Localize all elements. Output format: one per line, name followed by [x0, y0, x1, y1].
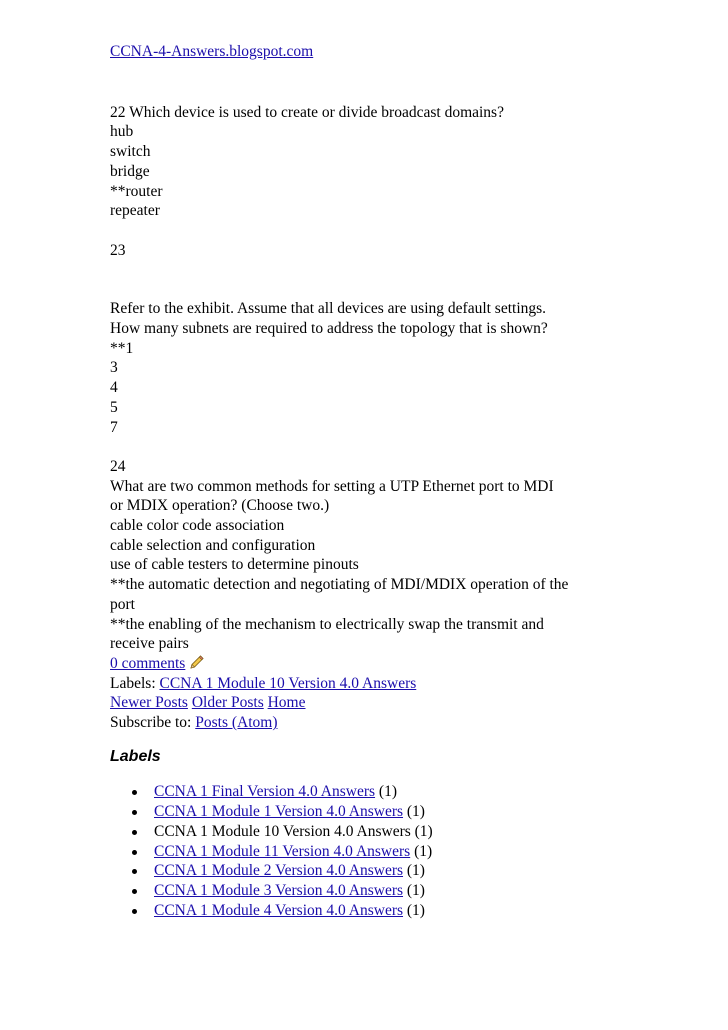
question-24-number: 24	[110, 457, 126, 475]
label-item	[130, 881, 670, 901]
label-link[interactable]: CCNA 1 Final Version 4.0 Answers	[154, 783, 376, 801]
label-item	[130, 861, 670, 881]
q23-option-answer: **1	[110, 339, 134, 357]
label-link[interactable]: CCNA 1 Module 4 Version 4.0 Answers	[154, 901, 404, 919]
q24-option-answer: **the enabling of the mechanism to electrically swap the transmit and	[110, 615, 544, 633]
labels-prefix: Labels:	[110, 674, 156, 692]
q22-option: bridge	[110, 162, 150, 180]
post-labels	[110, 674, 670, 694]
label-current: CCNA 1 Module 10 Version 4.0 Answers	[154, 822, 411, 840]
q22-option: repeater	[110, 202, 160, 220]
label-count: (1)	[406, 881, 425, 899]
q24-option: cable color code association	[110, 517, 285, 535]
q24-option-answer: receive pairs	[110, 635, 189, 653]
question-24-text: What are two common methods for setting a UTP Ethernet port to MDI	[110, 477, 554, 495]
post-comments	[110, 654, 670, 674]
question-22	[110, 103, 670, 221]
blog-pager	[110, 693, 670, 713]
label-count: (1)	[406, 803, 425, 821]
question-23-number: 23	[110, 241, 126, 259]
labels-list	[110, 782, 670, 920]
label-item	[130, 782, 670, 802]
label-link[interactable]: CCNA 1 Module 3 Version 4.0 Answers	[154, 881, 404, 899]
label-item	[130, 901, 670, 921]
q23-option: 3	[110, 359, 118, 377]
label-count: (1)	[378, 783, 397, 801]
label-count: (1)	[414, 842, 433, 860]
question-22-text: 22 Which device is used to create or divide broadcast domains?	[110, 103, 504, 121]
site-link[interactable]: CCNA-4-Answers.blogspot.com	[110, 43, 314, 60]
home-link[interactable]: Home	[267, 694, 306, 712]
q24-option: use of cable testers to determine pinouts	[110, 556, 359, 574]
labels-heading: Labels	[110, 747, 161, 765]
newer-posts-link[interactable]: Newer Posts	[110, 694, 188, 712]
question-24-text: or MDIX operation? (Choose two.)	[110, 497, 330, 515]
question-23-text: Refer to the exhibit. Assume that all devices are using default settings.	[110, 300, 547, 318]
label-link[interactable]: CCNA 1 Module 11 Version 4.0 Answers	[154, 842, 411, 860]
question-23-text: How many subnets are required to address the topology that is shown?	[110, 320, 548, 338]
q23-option: 7	[110, 418, 118, 436]
q24-option-answer: port	[110, 595, 135, 613]
post-label-link[interactable]: CCNA 1 Module 10 Version 4.0 Answers	[159, 674, 417, 692]
pencil-edit-icon[interactable]	[189, 654, 205, 670]
label-link[interactable]: CCNA 1 Module 1 Version 4.0 Answers	[154, 803, 404, 821]
label-item	[130, 842, 670, 862]
page-content	[110, 42, 670, 920]
q22-option-answer: **router	[110, 182, 163, 200]
question-23	[110, 241, 670, 438]
comments-link[interactable]: 0 comments	[110, 654, 186, 672]
older-posts-link[interactable]: Older Posts	[191, 694, 264, 712]
subscribe-line	[110, 713, 670, 733]
question-24	[110, 457, 670, 654]
subscribe-prefix: Subscribe to:	[110, 714, 192, 732]
label-item-current	[130, 822, 670, 842]
q24-option-answer: **the automatic detection and negotiating of MDI/MDIX operation of the	[110, 576, 569, 594]
q22-option: switch	[110, 143, 151, 161]
label-count: (1)	[414, 822, 433, 840]
label-count: (1)	[406, 901, 425, 919]
q24-option: cable selection and configuration	[110, 536, 316, 554]
posts-atom-link[interactable]: Posts (Atom)	[195, 714, 278, 732]
label-count: (1)	[406, 862, 425, 880]
q23-option: 4	[110, 379, 118, 397]
q22-option: hub	[110, 123, 134, 141]
label-item	[130, 802, 670, 822]
label-link[interactable]: CCNA 1 Module 2 Version 4.0 Answers	[154, 862, 404, 880]
q23-option: 5	[110, 398, 118, 416]
